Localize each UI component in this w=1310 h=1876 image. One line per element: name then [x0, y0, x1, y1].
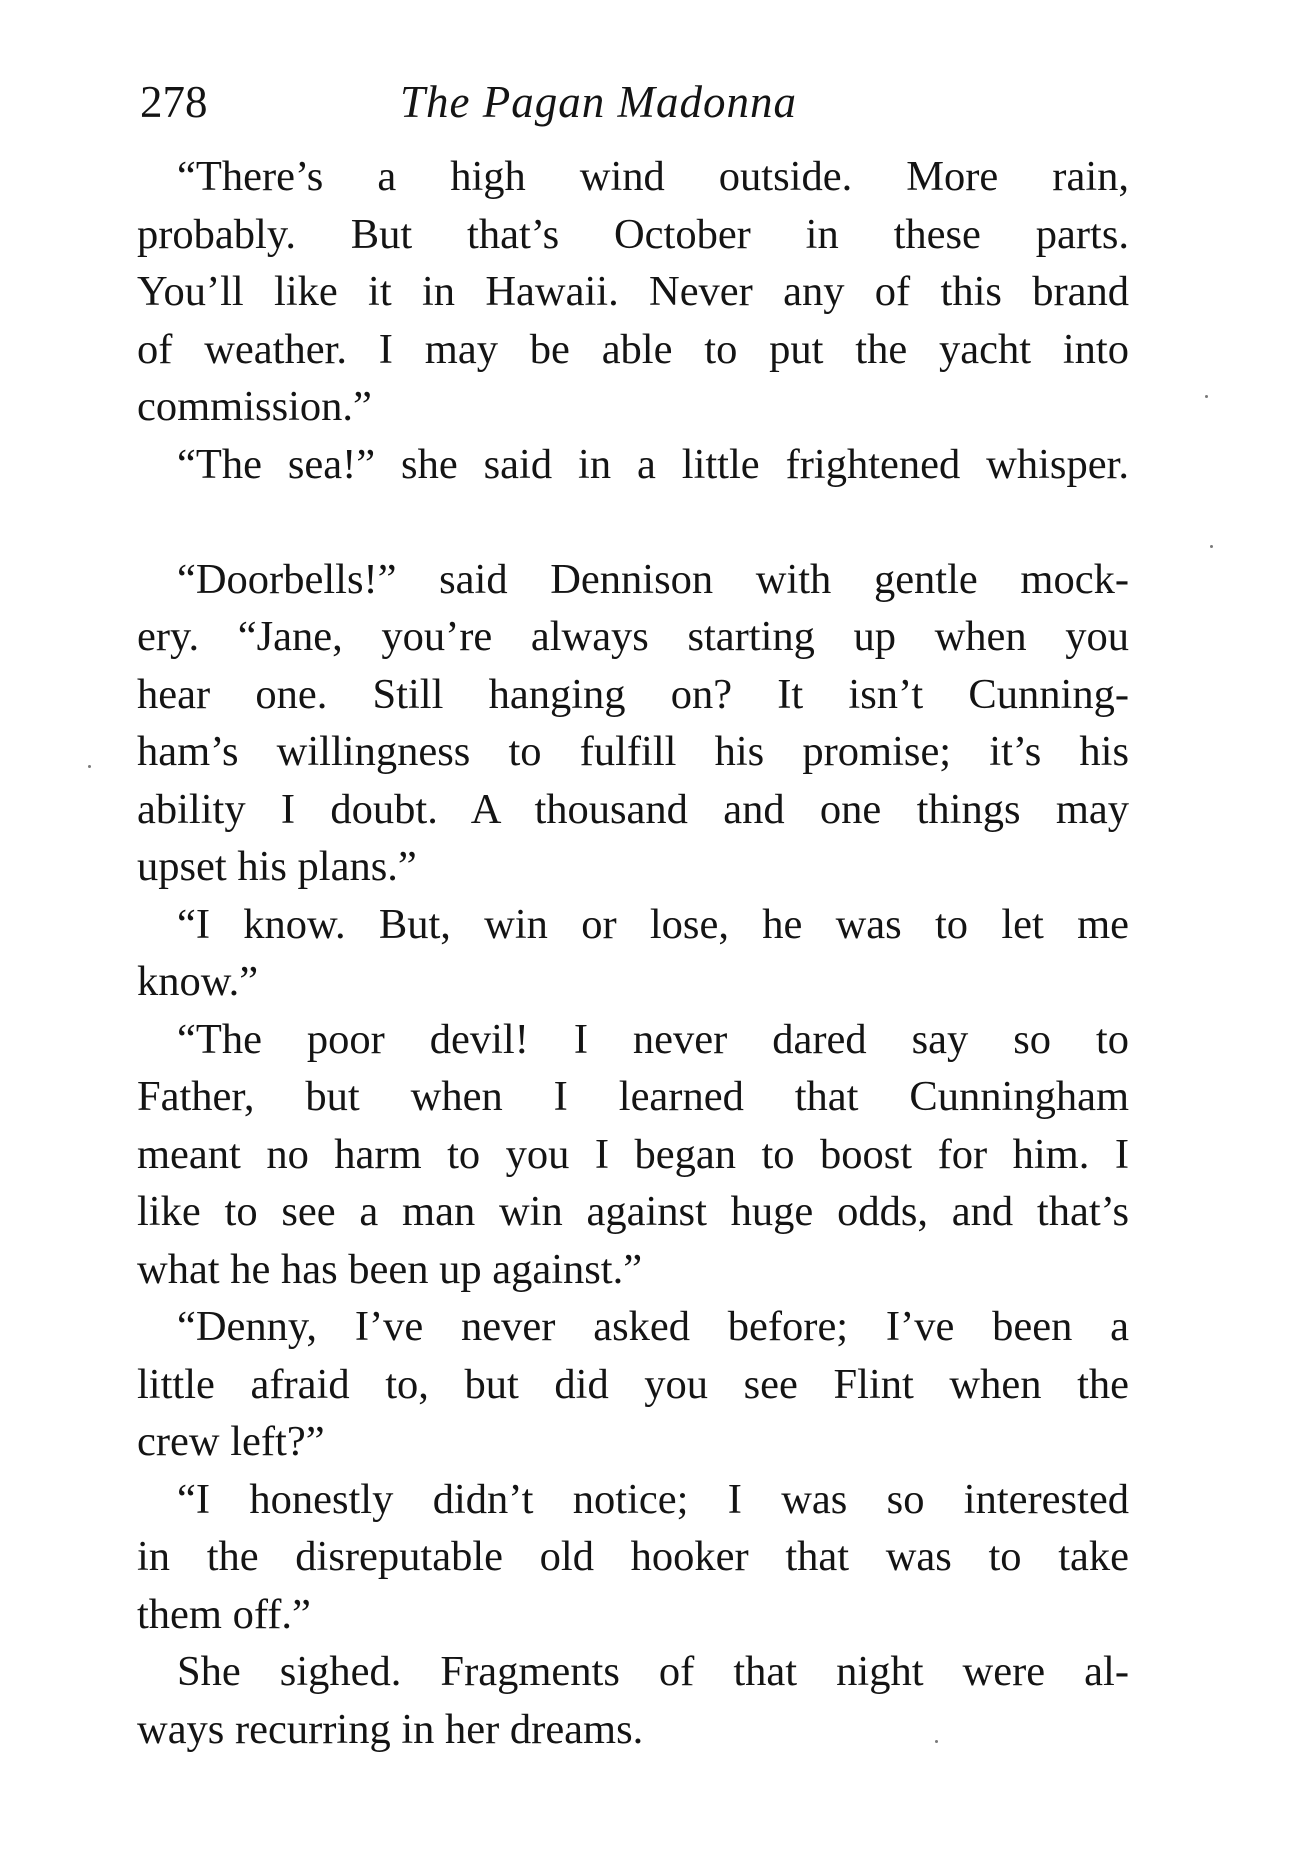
text-line: what he has been up against.” — [137, 1245, 643, 1293]
text-line: “There’s a high wind outside. More rain, — [177, 153, 1129, 200]
text-line: ham’s willingness to fulfill his promise; it’s his — [137, 728, 1129, 775]
text-line: Father, but when I learned that Cunningham — [137, 1073, 1129, 1120]
paper-speck — [1210, 545, 1213, 548]
book-title: The Pagan Madonna — [400, 77, 797, 127]
text-line: know.” — [137, 958, 259, 1005]
text-line: You’ll like it in Hawaii. Never any of this brand — [137, 268, 1129, 315]
text-line: meant no harm to you I began to boost for him. I — [137, 1130, 1129, 1178]
text-line: probably. But that’s October in these parts. — [137, 210, 1129, 258]
text-line: “Doorbells!” said Dennison with gentle mock- — [177, 555, 1129, 603]
text-line: little afraid to, but did you see Flint when the — [137, 1360, 1129, 1408]
running-head — [140, 72, 1130, 132]
text-line: “Denny, I’ve never asked before; I’ve been a — [177, 1303, 1129, 1350]
paper-speck — [935, 1740, 938, 1743]
body-text — [137, 148, 1129, 1758]
text-line: them off.” — [137, 1590, 311, 1638]
text-line: hear one. Still hanging on? It isn’t Cunning- — [137, 670, 1129, 718]
paper-speck — [1205, 395, 1208, 398]
text-line: ways recurring in her dreams. — [137, 1705, 644, 1753]
text-line: “I honestly didn’t notice; I was so interested — [177, 1475, 1129, 1523]
text-line: She sighed. Fragments of that night were al- — [177, 1648, 1129, 1695]
text-line: crew left?” — [137, 1418, 325, 1465]
text-line: “I know. But, win or lose, he was to let me — [177, 900, 1129, 948]
text-line: upset his plans.” — [137, 843, 417, 890]
page-number: 278 — [140, 77, 208, 127]
paper-speck — [88, 765, 91, 768]
text-line: ability I doubt. A thousand and one things may — [137, 785, 1129, 833]
text-line: commission.” — [137, 383, 372, 430]
text-line: ery. “Jane, you’re always starting up when you — [137, 613, 1129, 660]
section-gap — [137, 493, 1129, 551]
text-line: like to see a man win against huge odds, and that’s — [137, 1188, 1129, 1235]
text-line: “The poor devil! I never dared say so to — [177, 1015, 1129, 1063]
text-line: of weather. I may be able to put the yacht into — [137, 325, 1129, 373]
text-line: in the disreputable old hooker that was to take — [137, 1533, 1129, 1580]
text-line: “The sea!” she said in a little frightened whisper. — [177, 440, 1129, 488]
